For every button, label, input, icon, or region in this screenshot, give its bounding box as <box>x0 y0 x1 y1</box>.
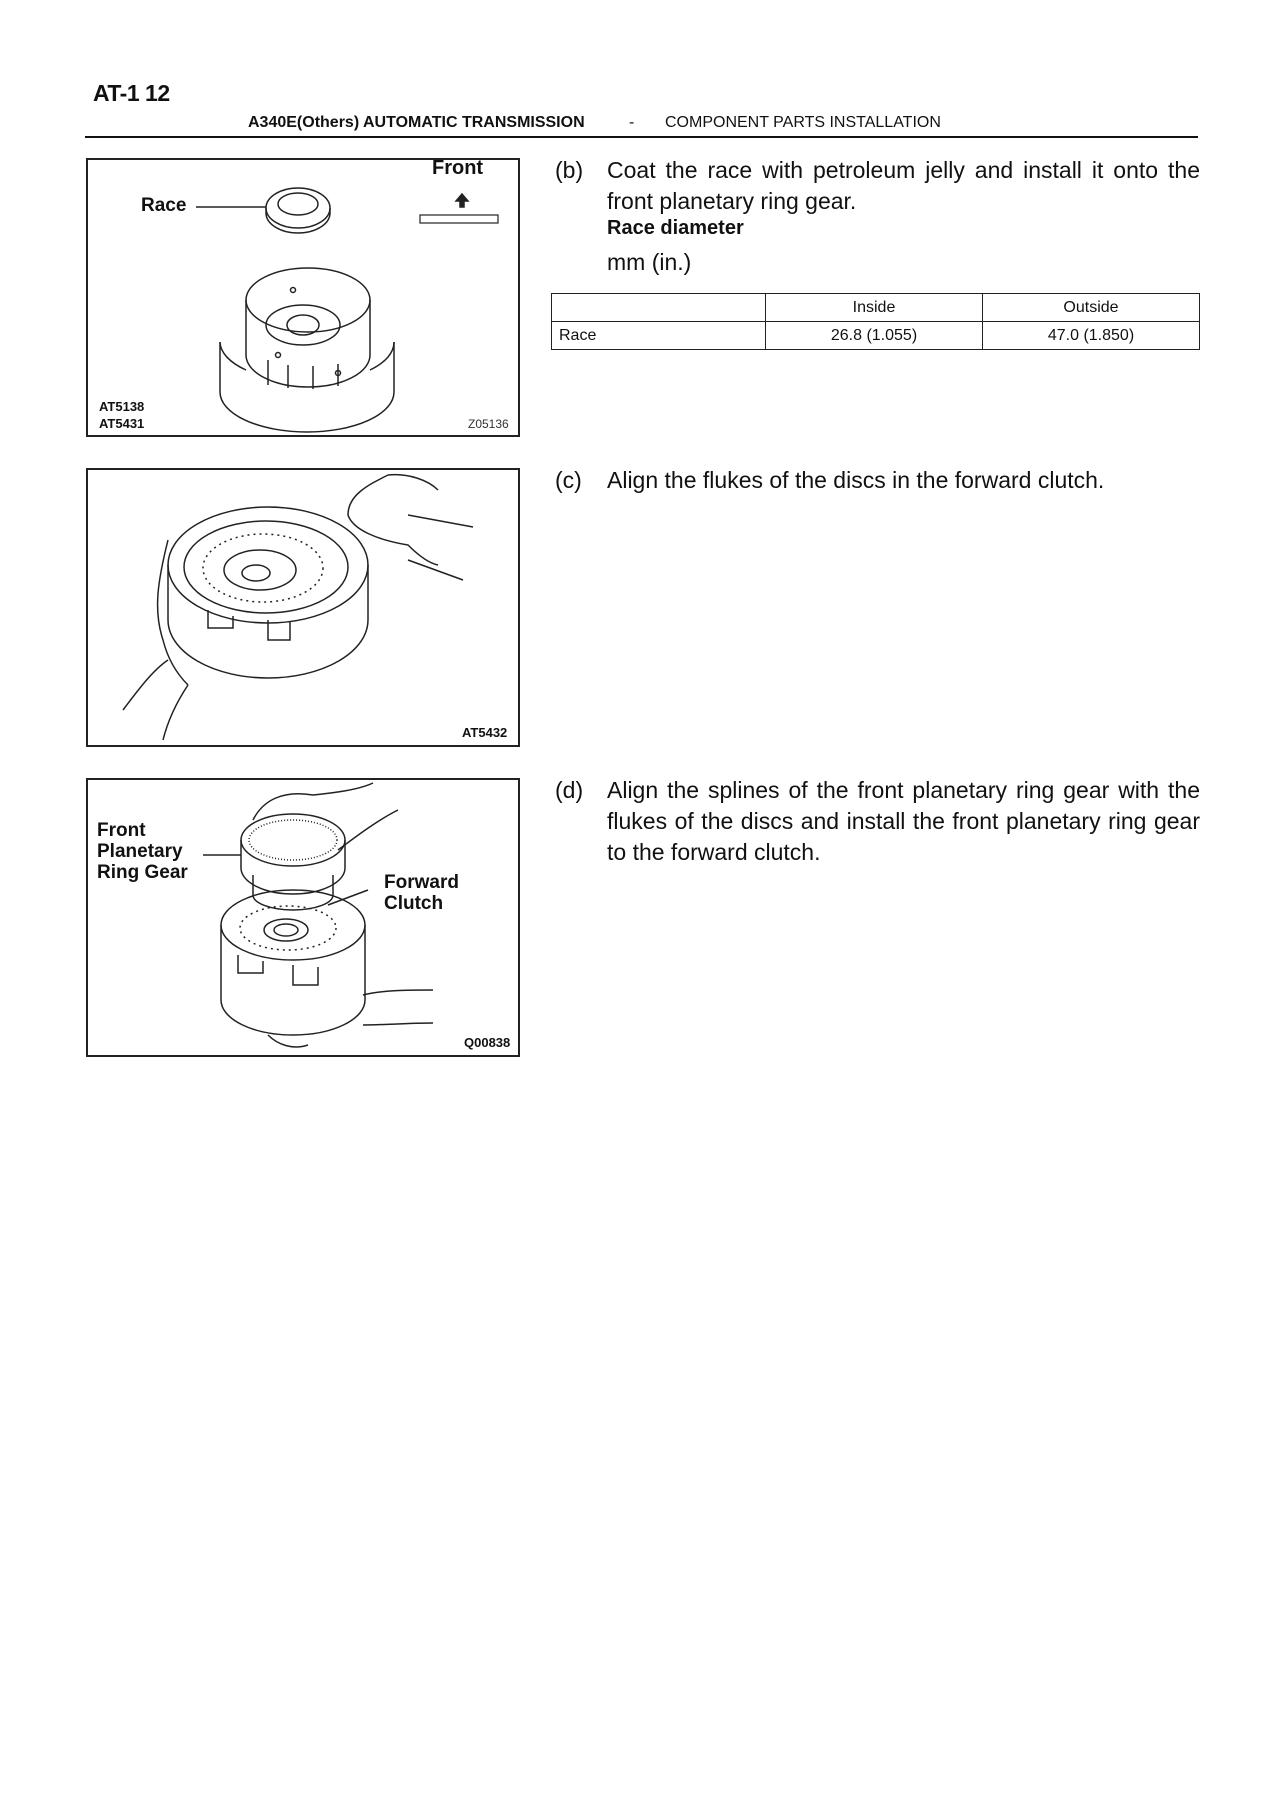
page-number: AT-1 12 <box>93 80 170 106</box>
figure-ref: Z05136 <box>468 417 509 431</box>
label-line: Planetary <box>97 841 183 862</box>
step-letter: (c) <box>555 467 582 493</box>
table-header-cell <box>552 294 766 322</box>
figure-code: AT5432 <box>462 725 508 740</box>
spec-unit: mm (in.) <box>607 249 692 275</box>
label-line: Forward <box>384 872 459 893</box>
table-cell: 26.8 (1.055) <box>766 322 983 350</box>
header-rule <box>85 136 1198 138</box>
label-forward-clutch <box>384 872 459 914</box>
spec-title: Race diameter <box>607 217 744 239</box>
table-header-cell: Inside <box>766 294 983 322</box>
race-diameter-table <box>551 293 1200 350</box>
label-line: Front <box>97 820 146 841</box>
figure-code: Q00838 <box>464 1035 511 1050</box>
forward-clutch-hands-illustration <box>88 470 518 745</box>
step-text: Coat the race with petroleum jelly and install it onto the front planetary ring gear. <box>607 157 1200 214</box>
figure-install-ring-gear <box>86 778 520 1057</box>
figure-code: AT5138 <box>99 399 145 414</box>
label-race: Race <box>141 195 187 216</box>
step-text: Align the splines of the front planetary ring gear with the flukes of the discs and install the front planetary ring gear to the forward clutch. <box>607 777 1200 865</box>
table-header-row <box>552 294 1200 322</box>
label-front: Front <box>432 157 484 179</box>
label-line: Clutch <box>384 893 444 914</box>
figure-code: AT5431 <box>99 416 145 431</box>
table-cell: Race <box>552 322 766 350</box>
header-model: A340E(Others) AUTOMATIC TRANSMISSION <box>248 114 585 131</box>
table-header-cell: Outside <box>983 294 1200 322</box>
step-text: Align the flukes of the discs in the forward clutch. <box>607 467 1105 493</box>
table-cell: 47.0 (1.850) <box>983 322 1200 350</box>
label-ring-gear <box>97 820 188 883</box>
figure-race-install <box>86 158 520 437</box>
step-letter: (b) <box>555 157 584 183</box>
header-section: COMPONENT PARTS INSTALLATION <box>665 114 941 131</box>
header-separator: - <box>629 114 635 131</box>
step-letter: (d) <box>555 777 584 803</box>
figure-align-discs <box>86 468 520 747</box>
table-row <box>552 322 1200 350</box>
label-line: Ring Gear <box>97 862 188 883</box>
